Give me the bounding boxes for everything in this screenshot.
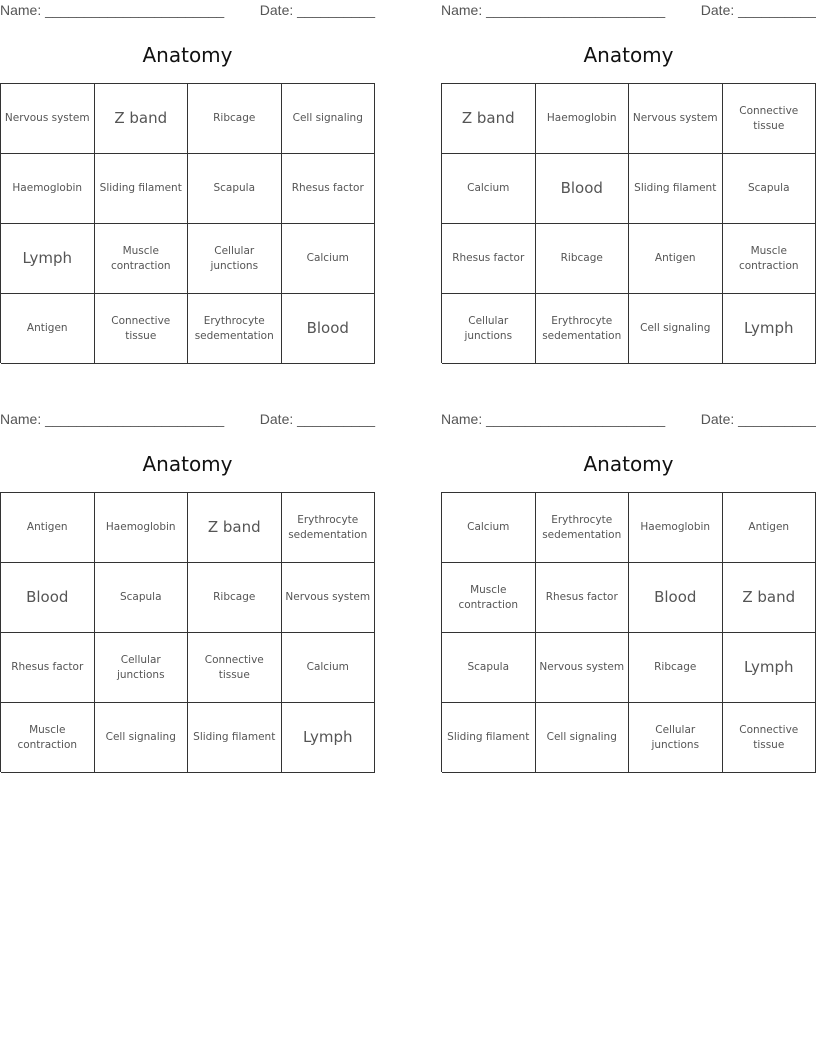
bingo-cell: Cellular junctions [95,633,189,703]
name-date-row [441,409,816,429]
date-field-label: Date: __________ [259,411,375,427]
bingo-cell: Scapula [442,633,536,703]
bingo-cell: Sliding filament [95,154,189,224]
bingo-cell: Ribcage [188,84,282,154]
bingo-cell: Cell signaling [629,294,723,364]
bingo-cell: Blood [536,154,630,224]
bingo-cell: Sliding filament [629,154,723,224]
bingo-cell: Sliding filament [188,703,282,773]
name-date-row [0,0,375,20]
bingo-grid [441,492,816,772]
bingo-cell: Sliding filament [442,703,536,773]
bingo-cell: Erythrocyte sedementation [188,294,282,364]
bingo-cell: Cell signaling [95,703,189,773]
bingo-cell: Cell signaling [282,84,376,154]
bingo-cell: Calcium [282,224,376,294]
bingo-cell: Blood [1,563,95,633]
bingo-cell: Scapula [188,154,282,224]
bingo-cell: Muscle contraction [1,703,95,773]
name-field-label: Name: _______________________ [0,2,225,18]
card-title: Anatomy [142,452,233,476]
bingo-cell: Connective tissue [723,84,816,154]
bingo-cell: Erythrocyte sedementation [282,493,376,563]
bingo-cell: Rhesus factor [536,563,630,633]
bingo-cell: Nervous system [629,84,723,154]
bingo-cell: Rhesus factor [282,154,376,224]
bingo-cell: Cellular junctions [629,703,723,773]
bingo-cell: Ribcage [536,224,630,294]
name-field-label: Name: _______________________ [441,2,666,18]
bingo-cell: Lymph [723,294,816,364]
bingo-cell: Muscle contraction [95,224,189,294]
bingo-cell: Blood [629,563,723,633]
bingo-cell: Calcium [442,154,536,224]
bingo-cell: Lymph [282,703,376,773]
bingo-cell: Erythrocyte sedementation [536,493,630,563]
bingo-cell: Lymph [723,633,816,703]
card-title: Anatomy [142,43,233,67]
bingo-cell: Cell signaling [536,703,630,773]
bingo-cell: Antigen [1,493,95,563]
bingo-card-4 [441,409,816,782]
bingo-cell: Muscle contraction [723,224,816,294]
bingo-cell: Muscle contraction [442,563,536,633]
bingo-cell: Antigen [1,294,95,364]
bingo-grid [0,492,375,772]
bingo-cell: Ribcage [188,563,282,633]
bingo-cell: Antigen [629,224,723,294]
bingo-cell: Haemoglobin [95,493,189,563]
bingo-cell: Haemoglobin [536,84,630,154]
bingo-cell: Rhesus factor [1,633,95,703]
bingo-cell: Nervous system [536,633,630,703]
bingo-card-1 [0,0,375,373]
name-date-row [0,409,375,429]
bingo-cell: Antigen [723,493,816,563]
card-title: Anatomy [583,452,674,476]
bingo-cell: Cellular junctions [442,294,536,364]
bingo-card-3 [0,409,375,782]
bingo-cell: Connective tissue [188,633,282,703]
bingo-cell: Z band [95,84,189,154]
name-field-label: Name: _______________________ [441,411,666,427]
bingo-grid [0,83,375,363]
date-field-label: Date: __________ [700,2,816,18]
bingo-cell: Nervous system [1,84,95,154]
bingo-cell: Rhesus factor [442,224,536,294]
bingo-cell: Scapula [723,154,816,224]
bingo-cell: Calcium [282,633,376,703]
bingo-cell: Cellular junctions [188,224,282,294]
name-field-label: Name: _______________________ [0,411,225,427]
bingo-card-2 [441,0,816,373]
bingo-cell: Ribcage [629,633,723,703]
bingo-cell: Haemoglobin [629,493,723,563]
bingo-cell: Z band [442,84,536,154]
date-field-label: Date: __________ [700,411,816,427]
bingo-cell: Calcium [442,493,536,563]
bingo-grid [441,83,816,363]
bingo-cell: Lymph [1,224,95,294]
bingo-cell: Connective tissue [95,294,189,364]
bingo-cell: Connective tissue [723,703,816,773]
bingo-cell: Haemoglobin [1,154,95,224]
bingo-cell: Scapula [95,563,189,633]
bingo-cell: Blood [282,294,376,364]
bingo-cell: Z band [188,493,282,563]
name-date-row [441,0,816,20]
card-title: Anatomy [583,43,674,67]
bingo-cell: Z band [723,563,816,633]
bingo-cell: Nervous system [282,563,376,633]
bingo-cell: Erythrocyte sedementation [536,294,630,364]
date-field-label: Date: __________ [259,2,375,18]
